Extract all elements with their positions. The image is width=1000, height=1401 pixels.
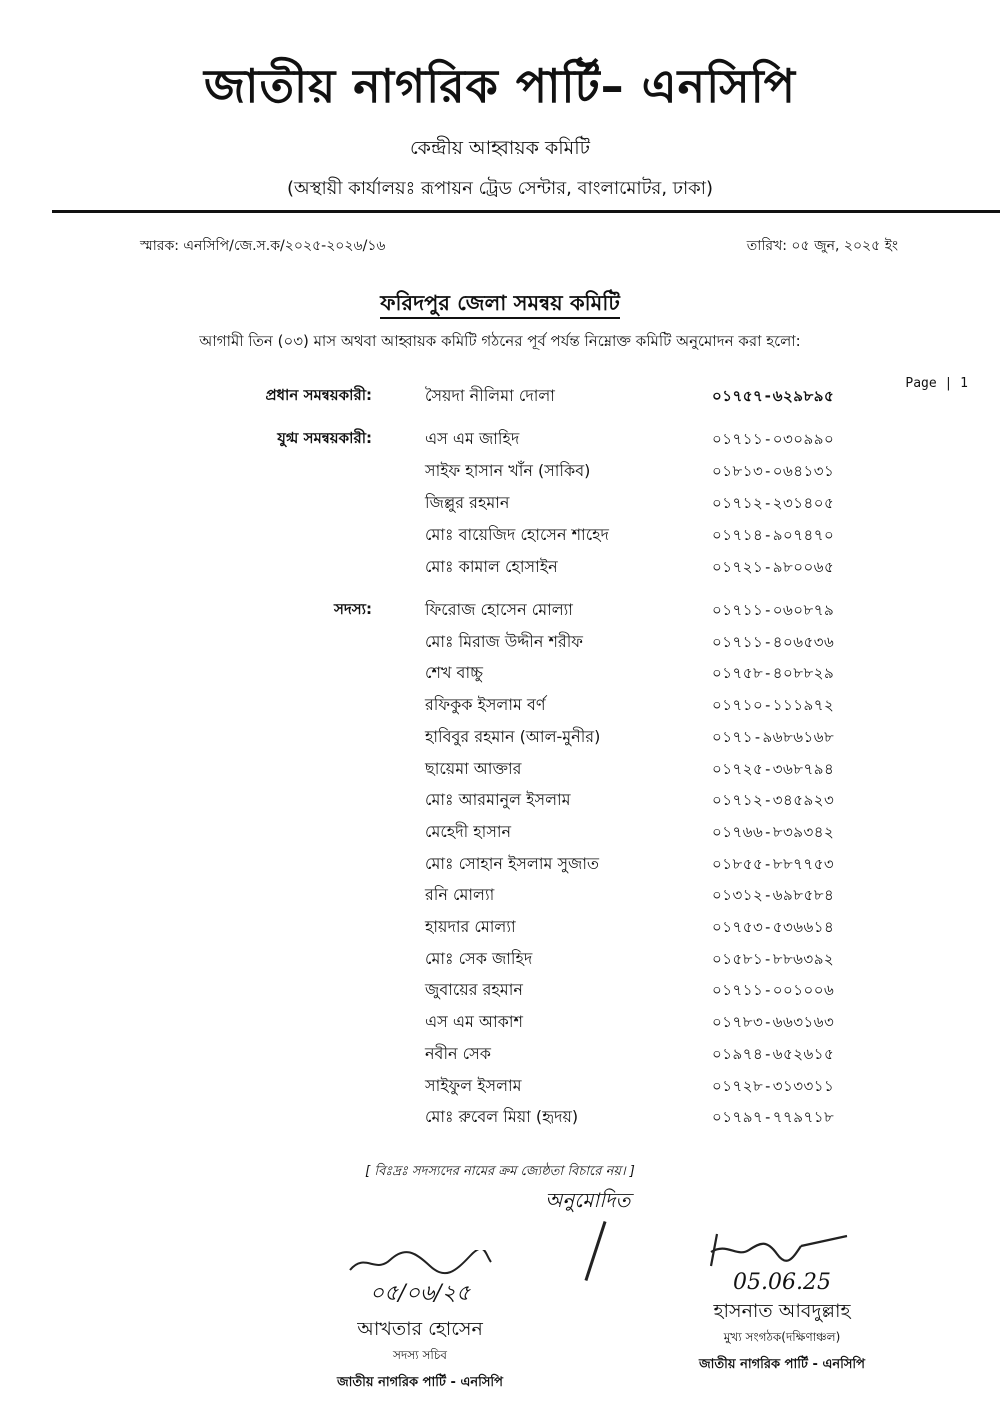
member-phone: ০১৭১২-৩৪৫৯২৩ <box>712 791 835 810</box>
member-name: নবীন সেক <box>425 1043 491 1063</box>
member-phone: ০১৮১৩-০৬৪১৩১ <box>712 462 835 480</box>
member-name: এস এম আকাশ <box>425 1012 523 1032</box>
member-phone: ০১৭৬৬-৮৩৯৩৪২ <box>712 822 835 841</box>
member-phone: ০১৭১-৯৬৮৬১৬৮ <box>712 727 835 746</box>
member-phone: ০১৭৫৩-৫৩৬৬১৪ <box>712 918 835 936</box>
signatory-left-title: সদস্য সচিব <box>393 1348 447 1362</box>
approved-mark: অনুমোদিত <box>545 1188 631 1212</box>
member-name: মোঃ রুবেল মিয়া (হৃদয়) <box>425 1107 579 1127</box>
member-phone: ০১৮৫৫-৮৮৭৭৫৩ <box>712 854 835 873</box>
member-name: মেহেদী হাসান <box>425 821 512 841</box>
member-name: ছায়েমা আক্তার <box>425 758 522 778</box>
memo-reference: স্মারক: এনসিপি/জে.স.ক/২০২৫-২০২৬/১৬ <box>140 238 386 254</box>
member-phone: ০১৭২৫-৩৬৮৭৯৪ <box>712 759 835 778</box>
member-name: রনি মোল্যা <box>425 885 495 905</box>
member-name: সৈয়দা নীলিমা দোলা <box>425 386 555 405</box>
signature-right <box>697 1228 867 1270</box>
member-name: শেখ বাচ্চু <box>425 663 483 683</box>
member-phone: ০১৭২৮-৩১৩৩১১ <box>712 1076 835 1095</box>
member-phone: ০১৭১৪-৯০৭৪৭০ <box>712 526 835 544</box>
intro-text: আগামী তিন (০৩) মাস অথবা আহ্বায়ক কমিটি গঠনের পূর্ব পর্যন্ত নিম্নোক্ত কমিটি অনুমোদন করা হলো: <box>199 332 801 350</box>
member-phone: ০১৭২১-৯৮০০৬৫ <box>712 558 835 576</box>
member-phone: ০১৭১১-০৬০৮৭৯ <box>712 601 835 619</box>
committee-title: কেন্দ্রীয় আহ্বায়ক কমিটি <box>409 137 591 159</box>
member-name: মোঃ আরমানুল ইসলাম <box>425 790 571 810</box>
signature-left <box>345 1250 495 1276</box>
role-label-member: সদস্য: <box>333 600 372 618</box>
signatory-right <box>672 1228 892 1376</box>
member-name: মোঃ কামাল হোসাইন <box>425 557 558 576</box>
office-address: (অস্থায়ী কার্যালয়ঃ রূপায়ন ট্রেড সেন্টার, বাংলামোটর, ঢাকা) <box>287 178 713 199</box>
footnote: [ বিঃদ্রঃ সদস্যদের নামের ক্রম জ্যেষ্ঠতা বিচারে নয়। ] <box>365 1164 635 1179</box>
member-name: সাইফ হাসান খাঁন (সাকিব) <box>425 461 591 480</box>
member-name: সাইফুল ইসলাম <box>425 1075 522 1095</box>
signatory-left <box>300 1250 540 1394</box>
member-phone: ০১৭১০-১১১৯৭২ <box>712 696 835 715</box>
member-name: এস এম জাহিদ <box>425 429 520 448</box>
document-title <box>0 287 1000 322</box>
approval-stroke <box>584 1221 606 1281</box>
member-phone: ০১৭১২-২৩১৪০৫ <box>712 494 835 512</box>
member-name: ফিরোজ হোসেন মোল্যা <box>425 600 573 619</box>
member-name: মোঃ সোহান ইসলাম সুজাত <box>425 853 599 873</box>
role-label-chief: প্রধান সমন্বয়কারী: <box>265 386 372 404</box>
member-phone: ০১৯৭৪-৬৫২৬১৫ <box>712 1044 835 1063</box>
signatory-right-date: 05.06.25 <box>733 1270 831 1295</box>
member-phone: ০১৭১১-০০১০০৬ <box>712 981 835 1000</box>
header-divider <box>52 210 1000 213</box>
member-name: মোঃ বায়েজিদ হোসেন শাহেদ <box>425 525 609 544</box>
signatory-left-org: জাতীয় নাগরিক পার্টি - এনসিপি <box>337 1375 503 1390</box>
signatory-right-org: জাতীয় নাগরিক পার্টি - এনসিপি <box>699 1357 865 1372</box>
signatory-left-date: ০৫/০৬/২৫ <box>369 1281 471 1306</box>
member-phone: ০১৭৮৩-৬৬৩১৬৩ <box>712 1013 835 1032</box>
member-name: হায়দার মোল্যা <box>425 917 516 936</box>
member-name: জুবায়ের রহমান <box>425 980 523 1000</box>
member-phone: ০১৭১১-৪০৬৫৩৬ <box>712 632 835 651</box>
member-name: মোঃ মিরাজ উদ্দীন শরীফ <box>425 631 583 651</box>
member-name: জিল্লুর রহমান <box>425 493 510 512</box>
signatory-right-title: মুখ্য সংগঠক(দক্ষিণাঞ্চল) <box>723 1330 841 1344</box>
role-label-joint: যুগ্ম সমন্বয়কারী: <box>277 429 372 447</box>
member-phone: ০১৭৫৮-৪০৮৮২৯ <box>712 664 835 683</box>
signatory-right-name: হাসনাত আবদুল্লাহ <box>713 1300 851 1322</box>
member-phone: ০১৭৫৭-৬২৯৮৯৫ <box>712 387 835 405</box>
member-name: হাবিবুর রহমান (আল-মুনীর) <box>425 726 601 746</box>
page-label: Page | 1 <box>905 376 968 391</box>
signatory-left-name: আখতার হোসেন <box>357 1318 483 1340</box>
member-phone: ০১৭১১-০৩০৯৯০ <box>712 430 835 448</box>
member-name: রফিকুক ইসলাম বর্ণ <box>425 695 546 715</box>
memo-date: তারিখ: ০৫ জুন, ২০২৫ ইং <box>746 238 898 254</box>
member-name: মোঃ সেক জাহিদ <box>425 948 533 968</box>
party-name: জাতীয় নাগরিক পার্টি– এনসিপি <box>203 59 797 113</box>
member-phone: ০১৫৮১-৮৮৬৩৯২ <box>712 949 835 968</box>
member-phone: ০১৩১২-৬৯৮৫৮৪ <box>712 886 835 905</box>
document-title-text: ফরিদপুর জেলা সমন্বয় কমিটি <box>380 291 620 319</box>
member-phone: ০১৭৯৭-৭৭৯৭১৮ <box>712 1108 835 1127</box>
